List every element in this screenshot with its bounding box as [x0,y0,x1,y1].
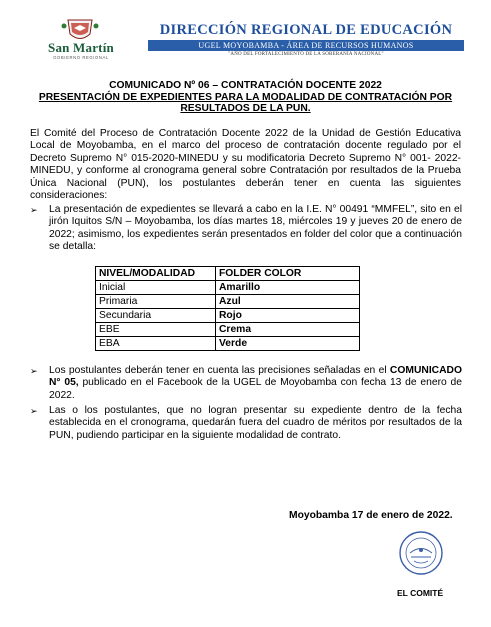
communique-reference: COMUNICADO N° 05, [49,365,462,389]
color-cell: Crema [216,323,360,337]
bullet-arrow-icon: ➢ [30,366,38,376]
logo-name: San Martín [48,40,114,55]
table-row [96,295,360,309]
bullet-text-part: Los postulantes deberán tener en cuenta las precisiones señaladas en el [49,365,390,376]
bullet-text: Las o los postulantes, que no logran presentar su expediente dentro de la fecha establecida en el cronograma, quedarán fuera del cuadro de méritos por resultados de la PUN, pudiendo participar en la siguiente modalidad de contrato. [49,405,462,441]
bullet-presentation [30,204,462,254]
column-header: NIVEL/MODALIDAD [96,267,216,281]
level-cell: EBA [96,337,216,351]
header-band: UGEL MOYOBAMBA - ÁREA DE RECURSOS HUMANOS [148,40,464,51]
color-cell: Azul [216,295,360,309]
bullet-arrow-icon: ➢ [30,406,38,416]
table-row [96,323,360,337]
official-stamp-icon [398,530,444,576]
document-title [30,80,461,115]
title-line-2: PRESENTACIÓN DE EXPEDIENTES PARA LA MODALIDAD DE CONTRATACIÓN POR RESULTADOS DE LA PUN. [38,91,453,114]
bullet-communique-reference [30,365,462,402]
logo [26,16,136,62]
table-row [96,281,360,295]
folder-color-table [95,266,360,351]
header-motto: "AÑO DEL FORTALECIMIENTO DE LA SOBERANÍA NACIONAL" [228,52,384,57]
table-header-row [96,267,360,281]
level-cell: Inicial [96,281,216,295]
table-row [96,309,360,323]
bullet-text [49,365,462,402]
title-line-1: COMUNICADO Nº 06 – CONTRATACIÓN DOCENTE 2022 [109,80,382,91]
bullet-text: La presentación de expedientes se llevará a cabo en la I.E. N° 00491 “MMFEL”, sito en el jirón Iquitos S/N – Moyobamba, los días martes 18, miércoles 19 y jueves 20 de enero de 2022; asimismo, los expedientes serán presentados en folder del color que a continuación se detalla: [49,204,462,253]
level-cell: Primaria [96,295,216,309]
color-cell: Rojo [216,309,360,323]
document-date: Moyobamba 17 de enero de 2022. [289,510,453,521]
header-title: DIRECCIÓN REGIONAL DE EDUCACIÓN [159,22,453,38]
bullet-deadline-notice [30,405,462,442]
color-cell: Verde [216,337,360,351]
level-cell: EBE [96,323,216,337]
bullet-arrow-icon: ➢ [30,205,38,215]
table-row [96,337,360,351]
level-cell: Secundaria [96,309,216,323]
color-cell: Amarillo [216,281,360,295]
bullet-text-part: publicado en el Facebook de la UGEL de Moyobamba con fecha 13 de enero de 2022. [49,377,462,401]
logo-subtitle: GOBIERNO REGIONAL [53,55,109,60]
committee-signature: EL COMITÉ [397,588,444,598]
column-header: FOLDER COLOR [216,267,360,281]
intro-paragraph: El Comité del Proceso de Contratación Docente 2022 de la Unidad de Gestión Educativa Local de Moyobamba, en el marco del proceso de contratación docente regulado por el Decreto Supremo N° 015-2020-MINEDU y su modificatoria Decreto Supremo N° 001- 2022-MINEDU, y conforme al cronograma general sobre Contratación por resultados de la Prueba Única Nacional (PUN), los postulantes deberán tener en cuenta las siguientes consideraciones: [30,128,461,202]
